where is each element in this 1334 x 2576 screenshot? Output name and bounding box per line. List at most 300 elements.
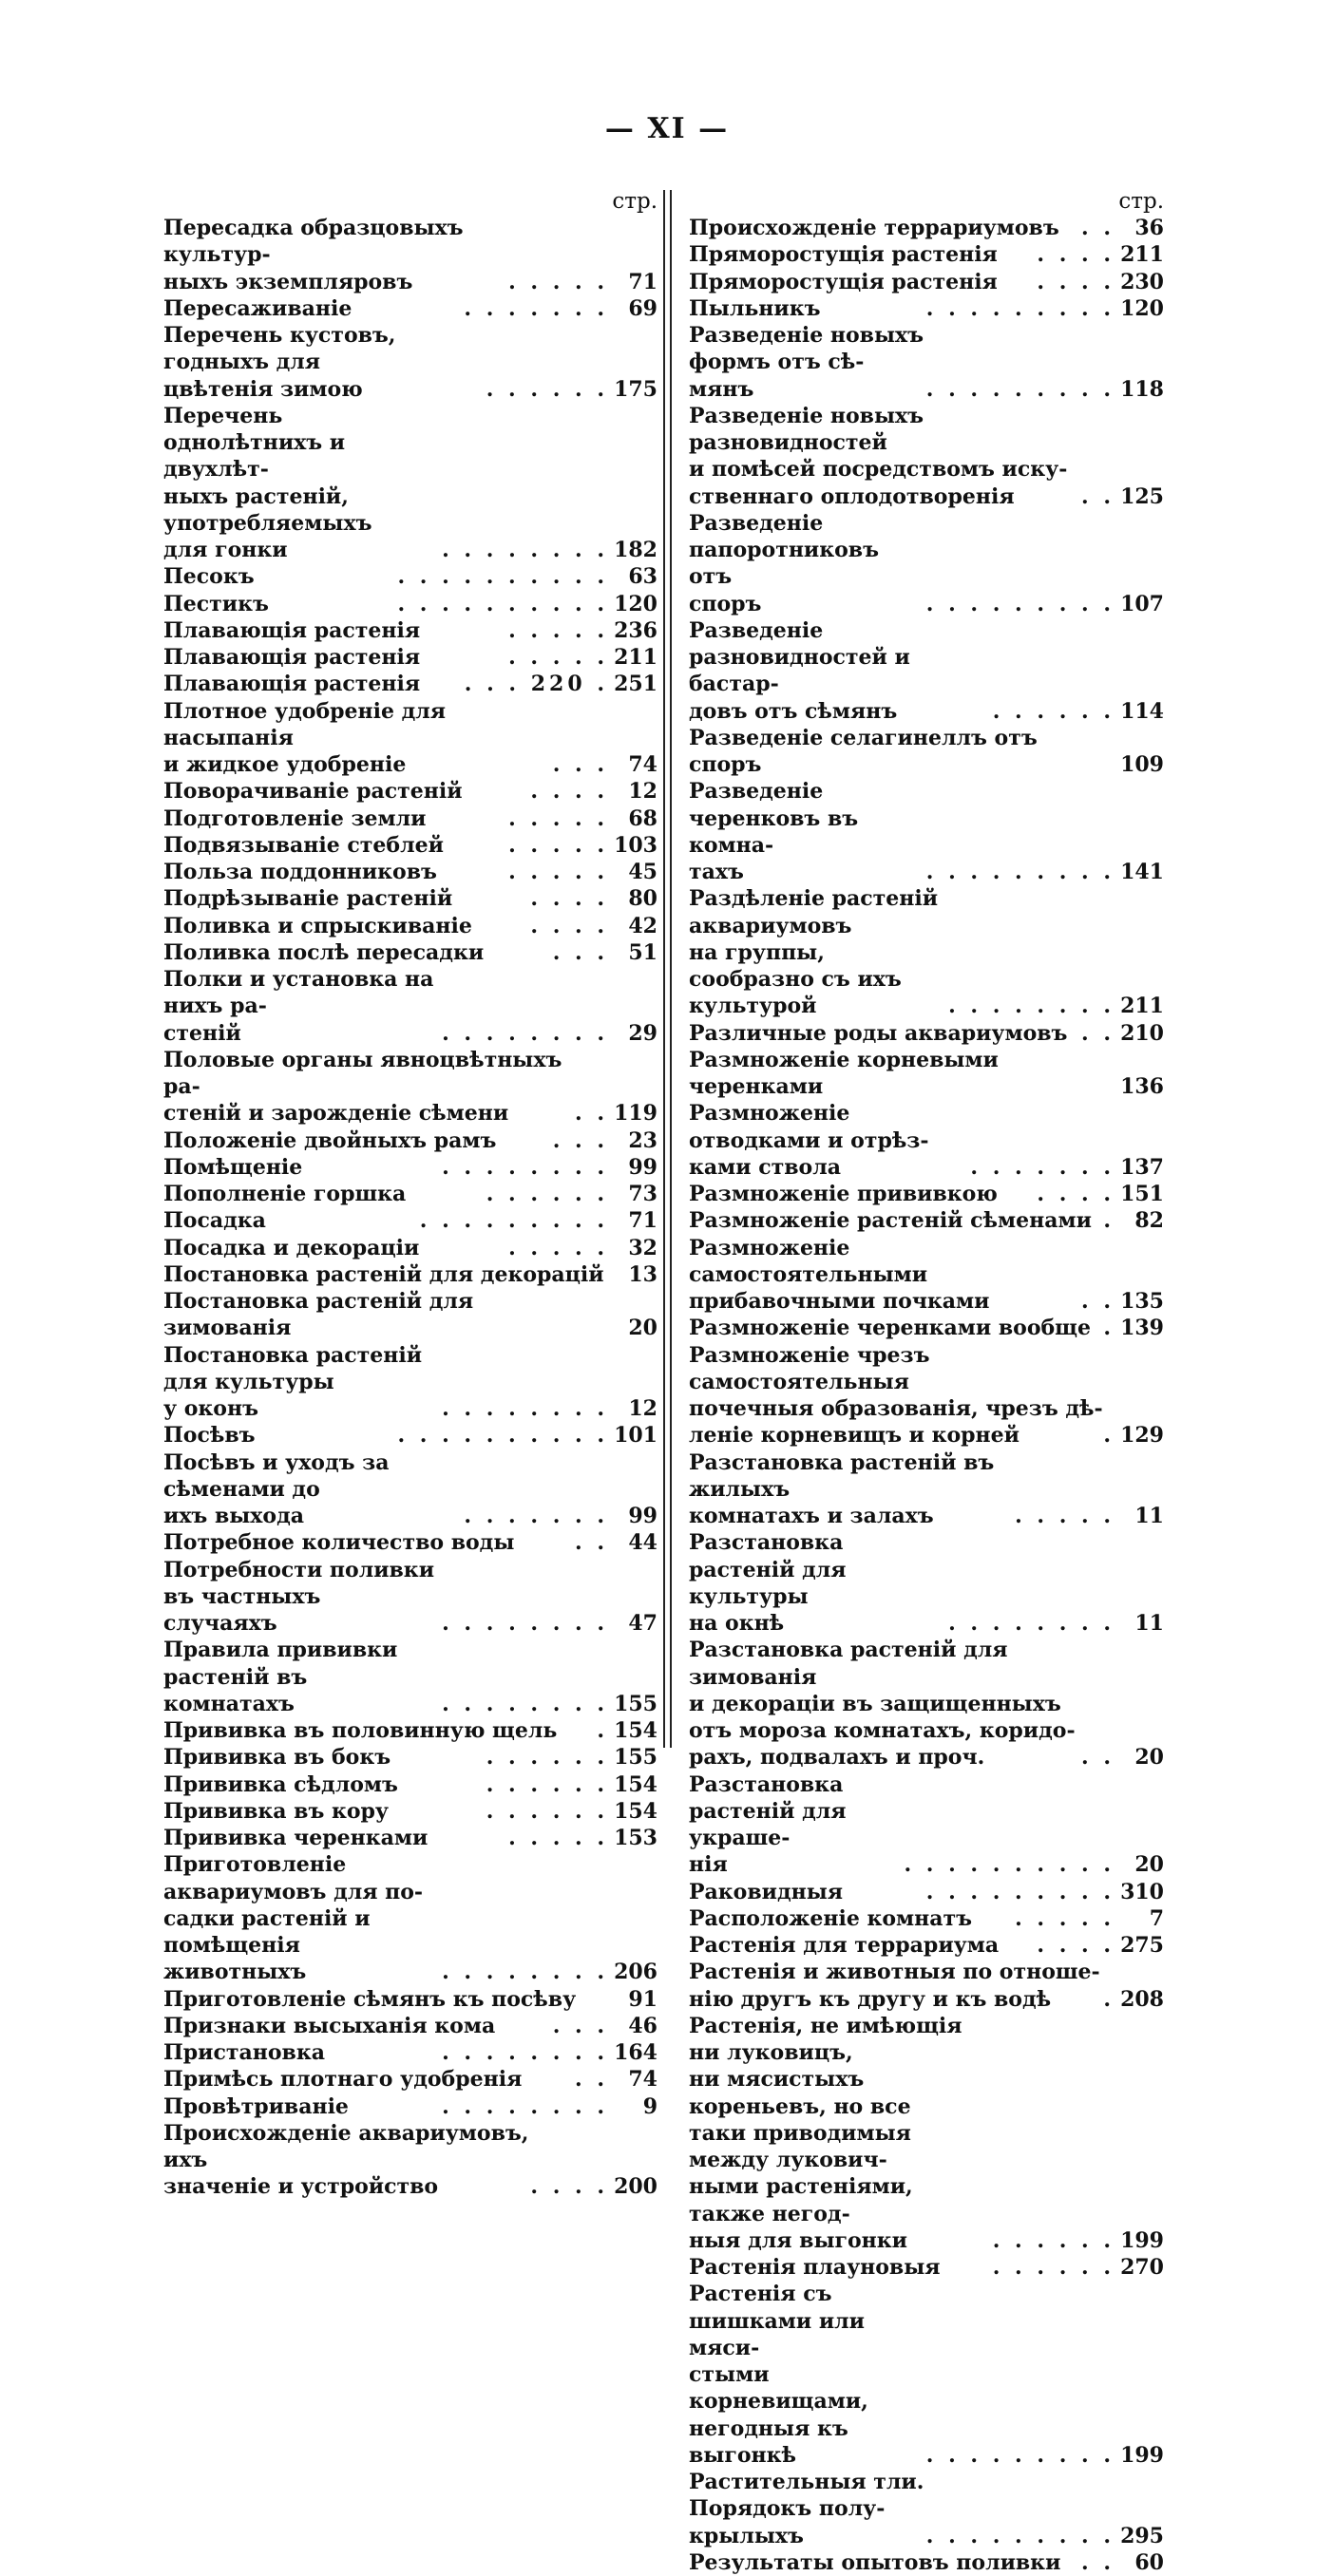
entry-page-number: 119 xyxy=(614,1101,657,1127)
entry-leader-dots: . . xyxy=(1081,216,1115,240)
entry-leader-dots: . . xyxy=(575,1101,608,1127)
entry-leader-dots: . . . . . xyxy=(508,832,608,858)
entry-page-number: 20 xyxy=(1134,1745,1164,1771)
entry-page-number: 114 xyxy=(1120,698,1164,724)
index-entry xyxy=(163,1851,657,1985)
entry-text: Правила прививки растеній въ комнатахъ xyxy=(163,1638,398,1716)
entry-page-number: 154 xyxy=(614,1798,657,1824)
entry-leader-dots: . . . . . . xyxy=(992,2227,1115,2253)
index-entry xyxy=(689,885,1164,1019)
entry-text: Происхожденіе аквариумовъ, ихъ значеніе и устройство xyxy=(163,2120,529,2200)
entry-text: Пополненіе горшка xyxy=(163,1182,407,1206)
entry-page-number: 210 xyxy=(1120,1020,1164,1046)
entry-text: Растенія, не имѣющія ни луковицъ, ни мясистыхъ кореньевъ, но все таки приводимыя между лукович- ными растеніями, также негод- ныя для выгонки xyxy=(689,2013,962,2253)
entry-text: Потребное количество воды xyxy=(163,1530,515,1556)
entry-text: Подвязываніе стеблей xyxy=(163,832,444,858)
entry-page-number: 71 xyxy=(628,269,657,294)
index-entry xyxy=(163,1717,657,1744)
entry-text: Посадка и декораціи xyxy=(163,1235,420,1260)
entry-text: Пыльникъ xyxy=(689,295,821,321)
entry-page-number: 154 xyxy=(614,1771,657,1797)
entry-page-number: 12 xyxy=(628,779,657,805)
entry-page-number: 118 xyxy=(1120,376,1164,402)
entry-text: Посадка xyxy=(163,1208,266,1234)
entry-text: Польза поддонниковъ xyxy=(163,860,437,884)
entry-text: Разстановка растеній для культуры на окнѣ xyxy=(689,1530,847,1636)
entry-text: Разстановка растеній въ жилыхъ комнатахъ и залахъ xyxy=(689,1449,995,1528)
entry-text: Примѣсь плотнаго удобренія xyxy=(163,2067,523,2093)
index-entry xyxy=(689,2254,1164,2281)
entry-leader-dots: . . . . . . . xyxy=(970,1154,1115,1180)
entry-text: Разведеніе новыхъ разновидностей и помѣсей посредствомъ иску- ственнаго оплодотворенія xyxy=(689,403,1068,509)
entry-page-number: 36 xyxy=(1134,216,1164,240)
index-entry xyxy=(163,1342,657,1423)
entry-page-number: 175 xyxy=(614,376,657,402)
entry-leader-dots: . . . . . . . . . . xyxy=(397,1423,608,1449)
index-entry xyxy=(689,1771,1164,1879)
entry-page-number: 154 xyxy=(614,1718,657,1743)
entry-page-number: 99 xyxy=(628,1504,657,1528)
index-entry xyxy=(689,1529,1164,1637)
index-entry xyxy=(163,859,657,885)
entry-text: Постановка растеній для зимованія xyxy=(163,1289,474,1341)
entry-text: Разведеніе папоротниковъ отъ споръ xyxy=(689,510,879,616)
entry-page-number: 103 xyxy=(614,832,657,858)
index-entry xyxy=(163,1798,657,1825)
index-entry xyxy=(689,269,1164,295)
entry-text: Растенія съ шишками или мяси- стыми корневищами, негодныя къ выгонкѣ xyxy=(689,2282,868,2468)
index-entry xyxy=(163,1235,657,1261)
index-entry xyxy=(689,215,1164,241)
entry-page-number: 69 xyxy=(628,295,657,321)
entry-page-number: 74 xyxy=(628,752,657,777)
entry-leader-dots: . . . . . . xyxy=(486,376,608,402)
entry-page-number: 13 xyxy=(628,1261,657,1287)
entry-text: Размноженіе корневыми черенками xyxy=(689,1047,999,1099)
entry-leader-dots: . . . . . . . . . . xyxy=(397,564,608,590)
index-entry xyxy=(163,295,657,322)
entry-leader-dots: . . . . . xyxy=(508,860,608,884)
index-entry xyxy=(163,1207,657,1234)
entry-leader-dots: . . . . . . . . . xyxy=(925,860,1115,884)
entry-text: Раковидныя xyxy=(689,1879,844,1904)
entry-leader-dots: . . . . . . . . . xyxy=(925,2523,1115,2548)
index-entry xyxy=(163,1744,657,1771)
entry-page-number: 91 xyxy=(628,1986,657,2012)
entry-page-number: 182 xyxy=(614,538,657,562)
entry-text: Прививка въ половинную щель xyxy=(163,1718,558,1743)
entry-text: Пряморостущія растенія xyxy=(689,242,998,268)
entry-text: Растительныя тли. Порядокъ полу- крылыхъ xyxy=(689,2470,924,2548)
entry-leader-dots: . . . xyxy=(552,939,608,965)
entry-text: Пересаживаніе xyxy=(163,295,353,321)
entry-leader-dots: . . . . xyxy=(530,886,608,912)
entry-leader-dots: . . . . . xyxy=(1015,1905,1115,1931)
entry-leader-dots: . . . . xyxy=(1037,1933,1115,1958)
entry-page-number: 275 xyxy=(1120,1933,1164,1958)
entry-leader-dots: . . xyxy=(1081,2549,1115,2575)
index-entry xyxy=(689,1637,1164,1771)
entry-leader-dots: . . . . xyxy=(1037,269,1115,294)
entry-text: Разведеніе селагинеллъ отъ споръ xyxy=(689,725,1038,777)
index-entry xyxy=(163,885,657,912)
index-entry xyxy=(163,1261,657,1288)
entry-leader-dots: . . xyxy=(1081,1020,1115,1046)
entry-text: Пряморостущія растенія xyxy=(689,269,998,294)
entry-text: Приготовленіе сѣмянъ къ посѣву xyxy=(163,1986,577,2012)
entry-text: Растенія для террариума xyxy=(689,1933,1000,1958)
entry-leader-dots: . . . . . . . . . xyxy=(925,591,1115,616)
entry-text: Пересадка образцовыхъ культур- ныхъ экземпляровъ xyxy=(163,216,464,294)
entry-text: Прививка въ кору xyxy=(163,1798,390,1824)
entry-leader-dots: . xyxy=(1103,1986,1115,2012)
index-entry xyxy=(163,2013,657,2039)
index-entry xyxy=(689,1235,1164,1316)
index-entry xyxy=(689,617,1164,725)
entry-page-number: 73 xyxy=(628,1182,657,1206)
entry-leader-dots: . . . . . . . . . xyxy=(925,376,1115,402)
entry-page-number: 137 xyxy=(1120,1154,1164,1180)
index-entry xyxy=(689,2013,1164,2254)
entry-page-number: 11 xyxy=(1134,1611,1164,1636)
entry-page-number: 295 xyxy=(1120,2523,1164,2548)
entry-text: Постановка растеній для культуры у оконъ xyxy=(163,1342,423,1421)
entry-page-number: 45 xyxy=(628,860,657,884)
entry-page-number: 120 xyxy=(614,591,657,616)
index-entry xyxy=(163,1449,657,1530)
entry-leader-dots: . . xyxy=(1081,483,1115,509)
entry-leader-dots: . . . xyxy=(552,752,608,777)
entry-leader-dots: . . . . . . . . xyxy=(948,994,1115,1019)
entry-leader-dots: . . . xyxy=(552,2013,608,2038)
index-entry xyxy=(163,671,657,697)
entry-leader-dots: . . . . . . . . xyxy=(442,1960,608,1985)
index-entry xyxy=(689,510,1164,617)
entry-text: Различные роды аквариумовъ xyxy=(689,1020,1068,1046)
entry-leader-dots: . . . xyxy=(552,1127,608,1153)
entry-text: Прививка черенками xyxy=(163,1826,429,1850)
entry-page-number: 80 xyxy=(628,886,657,912)
index-entry xyxy=(689,725,1164,779)
entry-leader-dots: . . . . . . . xyxy=(464,1504,608,1528)
entry-page-number: 206 xyxy=(614,1960,657,1985)
entry-text: Подрѣзываніе растеній xyxy=(163,886,453,912)
entry-leader-dots: . . . . . . . xyxy=(464,295,608,321)
index-entry xyxy=(689,2549,1164,2576)
index-entry xyxy=(689,1449,1164,1530)
entry-text: Пристановка xyxy=(163,2040,325,2065)
entry-text: Разстановка растеній для зимованія и декораціи въ защищенныхъ отъ мороза комнатахъ, коридо- рахъ, подвалахъ и проч. xyxy=(689,1638,1076,1771)
entry-page-number: 44 xyxy=(628,1530,657,1556)
entry-page-number: 139 xyxy=(1120,1316,1164,1341)
entry-leader-dots: . . . . . . . . . xyxy=(419,1208,608,1234)
index-entry xyxy=(689,1342,1164,1449)
index-entry xyxy=(163,2039,657,2066)
entry-page-number: 7 xyxy=(1149,1905,1164,1931)
entry-text: Плавающія растенія xyxy=(163,672,421,697)
index-entry xyxy=(163,1825,657,1851)
entry-page-number: 120 xyxy=(1120,295,1164,321)
entry-text: Прививка сѣдломъ xyxy=(163,1771,398,1797)
entry-leader-dots: . . . . . xyxy=(508,269,608,294)
index-entry xyxy=(689,1100,1164,1181)
entry-leader-dots: . . . . xyxy=(530,2174,608,2200)
index-entry xyxy=(163,1986,657,2013)
entry-text: Происхожденіе террариумовъ xyxy=(689,216,1059,240)
entry-leader-dots: . . . . . . . . . xyxy=(925,1879,1115,1904)
index-entry xyxy=(163,215,657,295)
entry-text: Поливка послѣ пересадки xyxy=(163,939,485,965)
entry-page-number: 155 xyxy=(614,1691,657,1716)
index-entry xyxy=(163,322,657,403)
entry-page-number: 11 xyxy=(1134,1504,1164,1528)
column-header: стр. xyxy=(612,189,657,214)
entry-page-number: 29 xyxy=(628,1020,657,1046)
entry-page-number: 99 xyxy=(628,1154,657,1180)
entry-page-number: 107 xyxy=(1120,591,1164,616)
entry-text: Поворачиваніе растеній xyxy=(163,779,463,805)
entry-page-number: 129 xyxy=(1120,1423,1164,1449)
entry-text: Разстановка растеній для украше- нія xyxy=(689,1771,847,1878)
index-entry xyxy=(163,1422,657,1449)
index-entry xyxy=(689,403,1164,510)
entry-leader-dots: . . xyxy=(575,1530,608,1556)
entry-text: Раздѣленіе растеній аквариумовъ на группы, сообразно съ ихъ культурой xyxy=(689,886,939,1019)
entry-page-number: 12 xyxy=(628,1396,657,1421)
entry-page-number: 270 xyxy=(1120,2255,1164,2280)
entry-text: Расположеніе комнатъ xyxy=(689,1905,973,1931)
entry-page-number: 46 xyxy=(628,2013,657,2038)
entry-text: Разведеніе новыхъ формъ отъ сѣ- мянъ xyxy=(689,323,924,402)
entry-leader-dots: . . . . . . . . xyxy=(442,1396,608,1421)
index-entry xyxy=(163,2120,657,2201)
entry-leader-dots: . . . . . . . . . . xyxy=(904,1852,1115,1878)
index-entry xyxy=(689,1020,1164,1047)
entry-text: Посѣвъ и уходъ за сѣменами до ихъ выхода xyxy=(163,1449,390,1528)
entry-leader-dots: . xyxy=(597,1718,608,1743)
entry-page-number: 71 xyxy=(628,1208,657,1234)
entry-page-number: 208 xyxy=(1120,1986,1164,2012)
entry-leader-dots: . . . . . xyxy=(508,617,608,643)
entry-text: Половые органы явноцвѣтныхъ ра- стеній и зарожденіе сѣмени xyxy=(163,1047,562,1127)
entry-page-number: 68 xyxy=(628,805,657,831)
entry-page-number: 155 xyxy=(614,1745,657,1771)
index-entry xyxy=(689,241,1164,268)
entry-text: Растенія плауновыя xyxy=(689,2255,941,2280)
entry-leader-dots: . . . . . . xyxy=(486,1798,608,1824)
entry-page-number: 211 xyxy=(614,645,657,670)
entry-leader-dots: . . . . xyxy=(1037,1182,1115,1206)
index-entry xyxy=(689,2281,1164,2469)
entry-leader-dots: . . . . . xyxy=(508,805,608,831)
entry-page-number: 236 xyxy=(614,617,657,643)
entry-leader-dots: . . . . . . . . xyxy=(442,1691,608,1716)
entry-text: Размноженіе чрезъ самостоятельныя почечныя образованія, чрезъ дѣ- леніе корневищъ и корней xyxy=(689,1342,1103,1449)
index-entry xyxy=(163,1288,657,1342)
entry-page-number: 230 xyxy=(1120,269,1164,294)
entry-leader-dots: . . . . . . . . xyxy=(442,1611,608,1636)
index-entry xyxy=(163,1181,657,1207)
index-entry xyxy=(689,1181,1164,1207)
entry-text: Поливка и спрыскиваніе xyxy=(163,913,472,938)
entry-leader-dots: . . . . . . . . xyxy=(442,2040,608,2065)
entry-leader-dots: . . . . . . . . . . xyxy=(397,591,608,616)
entry-leader-dots: . xyxy=(1103,1423,1115,1449)
entry-text: Разведеніе черенковъ въ комна- тахъ xyxy=(689,779,859,884)
entry-text: Плавающія растенія xyxy=(163,617,421,643)
entry-text: Размноженіе растеній сѣменами xyxy=(689,1208,1092,1234)
index-entry xyxy=(689,1047,1164,1101)
index-entry xyxy=(163,2066,657,2093)
entry-page-number: 211 xyxy=(1120,994,1164,1019)
entry-page-number: 74 xyxy=(628,2067,657,2093)
entry-text: Постановка растеній для декорацій xyxy=(163,1261,604,1287)
entry-leader-dots: . . xyxy=(1081,1745,1115,1771)
entry-page-number: 51 xyxy=(628,939,657,965)
index-entry xyxy=(163,1529,657,1556)
index-entry xyxy=(163,403,657,564)
entry-page-number: 23 xyxy=(628,1127,657,1153)
entry-leader-dots: . . . . . . . . xyxy=(442,1154,608,1180)
entry-page-number: 211 xyxy=(1120,242,1164,268)
entry-leader-dots: . . . . . xyxy=(508,645,608,670)
index-entry xyxy=(163,1127,657,1154)
index-entry xyxy=(163,2093,657,2120)
entry-page-number: 153 xyxy=(614,1826,657,1850)
entry-text: Растенія и животныя по отноше- нію другъ къ другу и къ водѣ xyxy=(689,1960,1100,2012)
entry-text: Положеніе двойныхъ рамъ xyxy=(163,1127,497,1153)
entry-text: Полки и установка на нихъ ра- стеній xyxy=(163,967,434,1046)
entry-page-number: 63 xyxy=(628,564,657,590)
entry-leader-dots: . . . . . . . . xyxy=(442,538,608,562)
index-list-right xyxy=(689,215,1164,2576)
entry-leader-dots: . . . 220 . xyxy=(464,672,608,697)
entry-text: Прививка въ бокъ xyxy=(163,1745,391,1771)
entry-leader-dots: . . . . . . . . xyxy=(442,2093,608,2119)
index-entry xyxy=(689,2469,1164,2549)
entry-leader-dots: . xyxy=(1103,1316,1115,1341)
entry-leader-dots: . . . . . . . . xyxy=(442,1020,608,1046)
index-entry xyxy=(689,1207,1164,1234)
index-entry xyxy=(689,1315,1164,1341)
entry-leader-dots: . . . . . xyxy=(508,1235,608,1260)
entry-text: Размноженіе черенками вообще xyxy=(689,1316,1091,1341)
index-entry xyxy=(163,698,657,779)
entry-text: Провѣтриваніе xyxy=(163,2093,349,2119)
entry-page-number: 125 xyxy=(1120,483,1164,509)
entry-page-number: 42 xyxy=(628,913,657,938)
index-column-right xyxy=(689,188,1164,2576)
entry-text: Подготовленіе земли xyxy=(163,805,427,831)
entry-text: Потребности поливки въ частныхъ случаяхъ xyxy=(163,1557,435,1636)
index-entry xyxy=(163,1637,657,1717)
entry-page-number: 20 xyxy=(628,1316,657,1341)
index-entry xyxy=(163,617,657,644)
entry-leader-dots: . . . . xyxy=(1037,242,1115,268)
entry-leader-dots: . . . . . . . . . xyxy=(925,2442,1115,2468)
entry-text: Размноженіе отводками и отрѣз- ками ствола xyxy=(689,1101,929,1180)
index-entry xyxy=(163,805,657,832)
entry-page-number: 199 xyxy=(1120,2227,1164,2253)
index-entry xyxy=(163,832,657,859)
entry-leader-dots: . . . . . . . . . xyxy=(925,295,1115,321)
entry-page-number: 109 xyxy=(1120,752,1164,777)
index-entry xyxy=(163,1557,657,1638)
entry-leader-dots: . . . . . xyxy=(1015,1504,1115,1528)
index-entry xyxy=(163,778,657,805)
entry-page-number: 9 xyxy=(642,2093,657,2119)
entry-leader-dots: . . xyxy=(575,2067,608,2093)
index-entry xyxy=(163,913,657,939)
entry-page-number: 60 xyxy=(1134,2549,1164,2575)
entry-leader-dots: . . xyxy=(1081,1289,1115,1314)
entry-text: Разведеніе разновидностей и бастар- довъ отъ сѣмянъ xyxy=(689,617,910,724)
entry-text: Плотное удобреніе для насыпанія и жидкое удобреніе xyxy=(163,698,447,777)
entry-text: Признаки высыханія кома xyxy=(163,2013,496,2038)
index-entry xyxy=(689,778,1164,885)
entry-page-number: 101 xyxy=(614,1423,657,1449)
entry-page-number: 32 xyxy=(628,1235,657,1260)
entry-page-number: 20 xyxy=(1134,1852,1164,1878)
entry-leader-dots: . xyxy=(1103,1208,1115,1234)
entry-text: Результаты опытовъ поливки xyxy=(689,2549,1061,2575)
entry-text: Помѣщеніе xyxy=(163,1154,303,1180)
index-entry xyxy=(163,966,657,1047)
entry-text: Посѣвъ xyxy=(163,1423,256,1449)
entry-text: Плавающія растенія xyxy=(163,645,421,670)
index-entry xyxy=(689,1905,1164,1932)
entry-text: Перечень кустовъ, годныхъ для цвѣтенія зимою xyxy=(163,323,396,402)
page-number: — XI — xyxy=(604,112,730,145)
entry-page-number: 164 xyxy=(614,2040,657,2065)
index-entry xyxy=(689,295,1164,322)
entry-leader-dots: . . . . . . xyxy=(486,1182,608,1206)
entry-page-number: 82 xyxy=(1134,1208,1164,1234)
entry-leader-dots: . . . . . . xyxy=(486,1745,608,1771)
index-entry xyxy=(689,1959,1164,2013)
entry-page-number: 47 xyxy=(628,1611,657,1636)
index-entry xyxy=(689,1932,1164,1959)
index-entry xyxy=(163,563,657,590)
index-entry xyxy=(163,939,657,966)
entry-page-number: 251 xyxy=(614,672,657,697)
index-entry xyxy=(163,1154,657,1181)
column-divider xyxy=(663,190,672,1748)
entry-leader-dots: . . . . . . xyxy=(992,2255,1115,2280)
entry-text: Размноженіе прививкою xyxy=(689,1182,998,1206)
entry-page-number: 200 xyxy=(614,2174,657,2200)
entry-page-number: 141 xyxy=(1120,860,1164,884)
entry-text: Размноженіе самостоятельными прибавочными почками xyxy=(689,1235,990,1314)
entry-page-number: 199 xyxy=(1120,2442,1164,2468)
entry-text: Пестикъ xyxy=(163,591,269,616)
index-entry xyxy=(163,1771,657,1798)
entry-leader-dots: . . . . . . xyxy=(992,698,1115,724)
index-list-left xyxy=(163,215,657,2201)
index-entry xyxy=(689,322,1164,403)
index-entry xyxy=(163,644,657,671)
entry-page-number: 151 xyxy=(1120,1182,1164,1206)
entry-page-number: 135 xyxy=(1120,1289,1164,1314)
entry-text: Песокъ xyxy=(163,564,255,590)
entry-leader-dots: . . . . . xyxy=(508,1826,608,1850)
entry-leader-dots: . . . . xyxy=(530,913,608,938)
entry-leader-dots: . . . . . . xyxy=(486,1771,608,1797)
entry-page-number: 136 xyxy=(1120,1074,1164,1099)
index-entry xyxy=(689,1879,1164,1905)
index-entry xyxy=(163,591,657,617)
entry-text: Приготовленіе аквариумовъ для по- садки растеній и помѣщенія животныхъ xyxy=(163,1852,424,1985)
